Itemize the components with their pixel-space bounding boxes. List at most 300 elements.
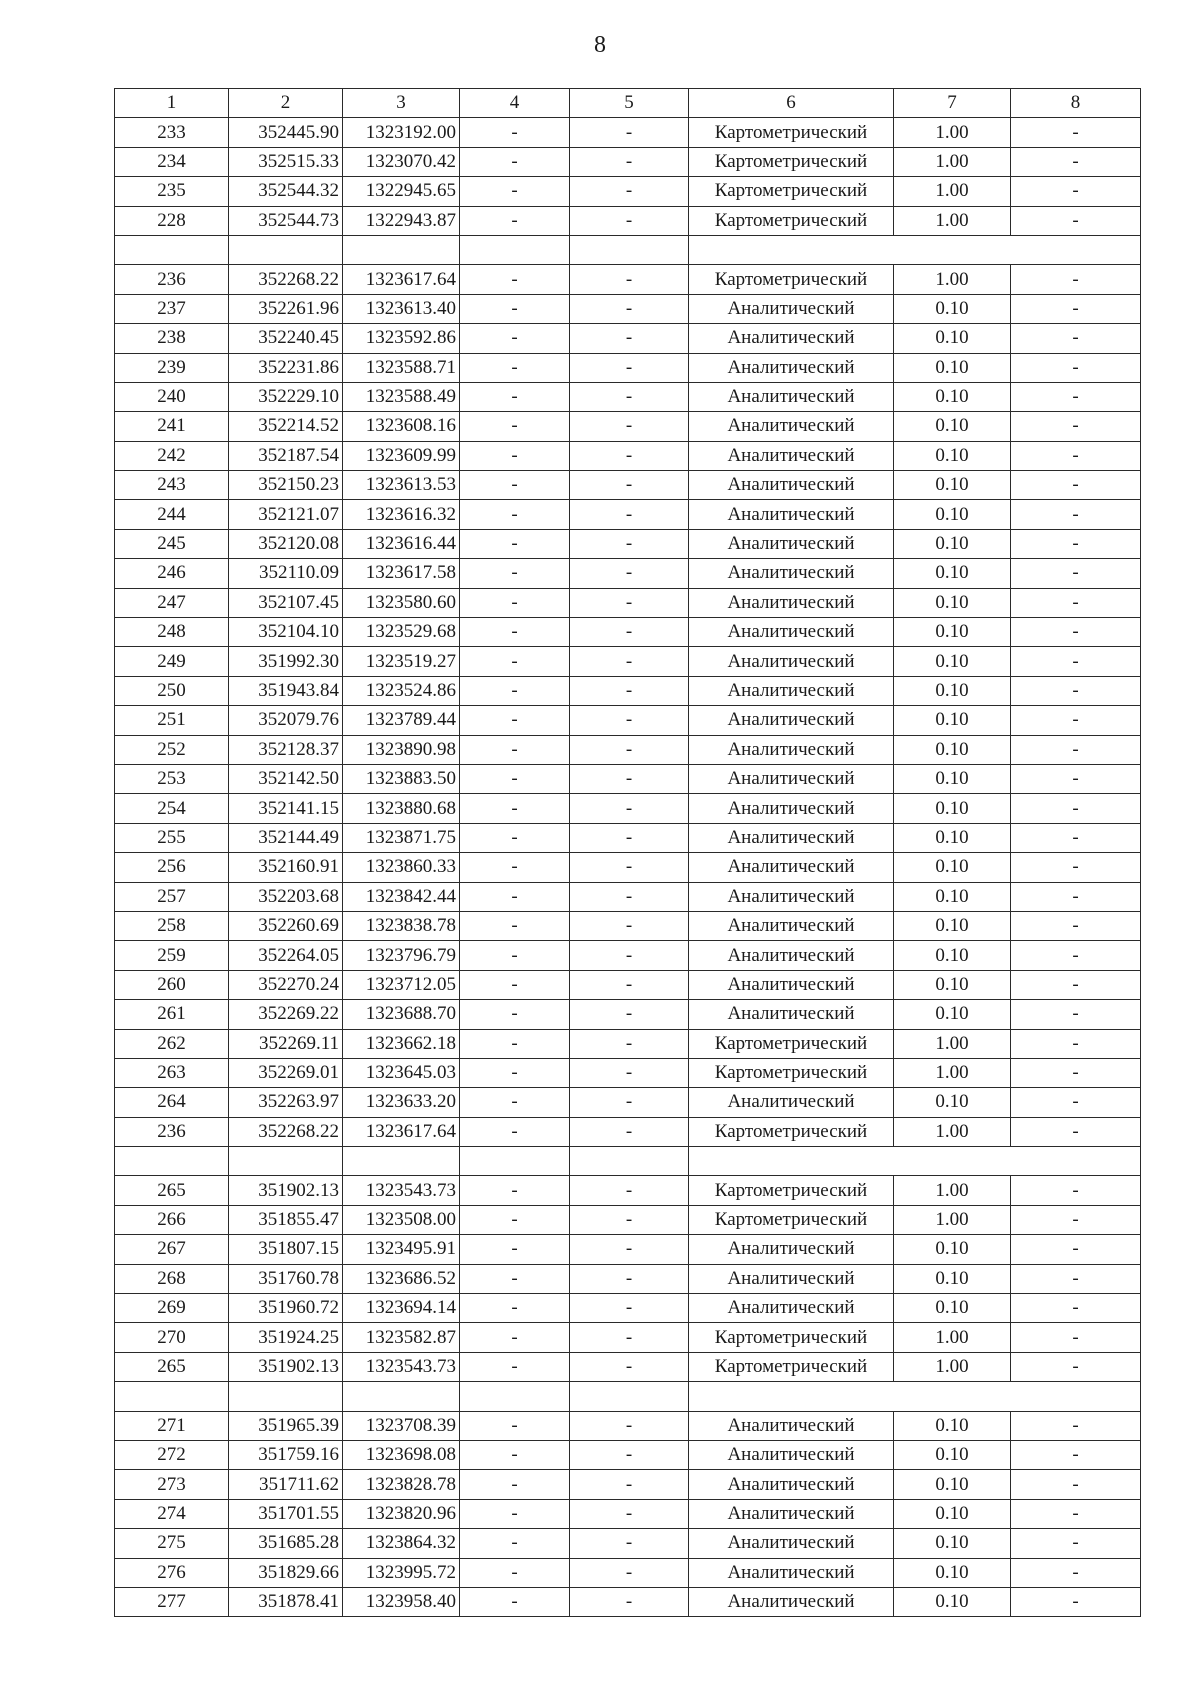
x-coordinate-cell: 352269.11 <box>229 1029 343 1058</box>
method-cell: Аналитический <box>689 353 894 382</box>
column-8-cell: - <box>1011 1088 1141 1117</box>
method-cell: Аналитический <box>689 1499 894 1528</box>
column-8-cell: - <box>1011 118 1141 147</box>
x-coordinate-cell: 352240.45 <box>229 324 343 353</box>
point-number-cell: 235 <box>115 177 229 206</box>
method-cell: Картометрический <box>689 1205 894 1234</box>
x-coordinate-cell: 352268.22 <box>229 1117 343 1146</box>
column-header: 3 <box>343 89 460 118</box>
column-5-cell: - <box>570 1411 689 1440</box>
column-8-cell: - <box>1011 1058 1141 1087</box>
x-coordinate-cell: 351965.39 <box>229 1411 343 1440</box>
table-row <box>115 706 1141 735</box>
point-number-cell: 247 <box>115 588 229 617</box>
column-5-cell: - <box>570 618 689 647</box>
column-5-cell: - <box>570 1352 689 1381</box>
x-coordinate-cell: 351685.28 <box>229 1529 343 1558</box>
column-5-cell: - <box>570 1117 689 1146</box>
point-number-cell: 259 <box>115 941 229 970</box>
accuracy-cell: 0.10 <box>894 382 1011 411</box>
point-number-cell: 243 <box>115 471 229 500</box>
column-8-cell: - <box>1011 559 1141 588</box>
column-5-cell: - <box>570 1323 689 1352</box>
y-coordinate-cell: 1323880.68 <box>343 794 460 823</box>
column-8-cell: - <box>1011 794 1141 823</box>
column-5-cell: - <box>570 853 689 882</box>
point-number-cell: 275 <box>115 1529 229 1558</box>
column-8-cell: - <box>1011 1235 1141 1264</box>
column-5-cell: - <box>570 118 689 147</box>
x-coordinate-cell: 352229.10 <box>229 382 343 411</box>
accuracy-cell: 0.10 <box>894 588 1011 617</box>
gap-cell <box>115 1147 229 1176</box>
table-row <box>115 1440 1141 1469</box>
x-coordinate-cell: 351878.41 <box>229 1587 343 1616</box>
column-4-cell: - <box>460 294 570 323</box>
method-cell: Аналитический <box>689 941 894 970</box>
method-cell: Картометрический <box>689 1058 894 1087</box>
point-number-cell: 276 <box>115 1558 229 1587</box>
gap-cell <box>229 235 343 264</box>
y-coordinate-cell: 1323543.73 <box>343 1352 460 1381</box>
column-header: 2 <box>229 89 343 118</box>
y-coordinate-cell: 1323820.96 <box>343 1499 460 1528</box>
column-4-cell: - <box>460 265 570 294</box>
y-coordinate-cell: 1323609.99 <box>343 441 460 470</box>
column-5-cell: - <box>570 1205 689 1234</box>
column-5-cell: - <box>570 265 689 294</box>
y-coordinate-cell: 1323508.00 <box>343 1205 460 1234</box>
point-number-cell: 254 <box>115 794 229 823</box>
table-row <box>115 1499 1141 1528</box>
table-row <box>115 382 1141 411</box>
method-cell: Картометрический <box>689 147 894 176</box>
column-5-cell: - <box>570 1587 689 1616</box>
method-cell: Аналитический <box>689 676 894 705</box>
x-coordinate-cell: 352544.32 <box>229 177 343 206</box>
y-coordinate-cell: 1323617.58 <box>343 559 460 588</box>
point-number-cell: 245 <box>115 529 229 558</box>
accuracy-cell: 1.00 <box>894 1352 1011 1381</box>
column-4-cell: - <box>460 1558 570 1587</box>
y-coordinate-cell: 1323686.52 <box>343 1264 460 1293</box>
x-coordinate-cell: 351943.84 <box>229 676 343 705</box>
table-row <box>115 1470 1141 1499</box>
y-coordinate-cell: 1323543.73 <box>343 1176 460 1205</box>
accuracy-cell: 0.10 <box>894 412 1011 441</box>
point-number-cell: 271 <box>115 1411 229 1440</box>
coordinates-table <box>114 88 1141 1617</box>
column-4-cell: - <box>460 1264 570 1293</box>
table-row <box>115 177 1141 206</box>
point-number-cell: 255 <box>115 823 229 852</box>
column-8-cell: - <box>1011 676 1141 705</box>
accuracy-cell: 1.00 <box>894 1117 1011 1146</box>
method-cell: Аналитический <box>689 1235 894 1264</box>
point-number-cell: 264 <box>115 1088 229 1117</box>
column-5-cell: - <box>570 735 689 764</box>
column-4-cell: - <box>460 735 570 764</box>
method-cell: Картометрический <box>689 1117 894 1146</box>
column-8-cell: - <box>1011 177 1141 206</box>
table-row <box>115 412 1141 441</box>
y-coordinate-cell: 1323796.79 <box>343 941 460 970</box>
column-8-cell: - <box>1011 265 1141 294</box>
column-5-cell: - <box>570 177 689 206</box>
column-5-cell: - <box>570 441 689 470</box>
accuracy-cell: 0.10 <box>894 529 1011 558</box>
column-4-cell: - <box>460 1088 570 1117</box>
point-number-cell: 233 <box>115 118 229 147</box>
y-coordinate-cell: 1323582.87 <box>343 1323 460 1352</box>
gap-cell <box>343 1147 460 1176</box>
x-coordinate-cell: 352104.10 <box>229 618 343 647</box>
table-row <box>115 118 1141 147</box>
point-number-cell: 249 <box>115 647 229 676</box>
y-coordinate-cell: 1323529.68 <box>343 618 460 647</box>
column-8-cell: - <box>1011 911 1141 940</box>
y-coordinate-cell: 1323192.00 <box>343 118 460 147</box>
x-coordinate-cell: 351902.13 <box>229 1176 343 1205</box>
column-4-cell: - <box>460 1000 570 1029</box>
y-coordinate-cell: 1323592.86 <box>343 324 460 353</box>
point-number-cell: 240 <box>115 382 229 411</box>
gap-cell <box>570 235 689 264</box>
method-cell: Аналитический <box>689 1529 894 1558</box>
accuracy-cell: 0.10 <box>894 970 1011 999</box>
gap-cell <box>460 1382 570 1411</box>
point-number-cell: 274 <box>115 1499 229 1528</box>
column-8-cell: - <box>1011 823 1141 852</box>
method-cell: Картометрический <box>689 177 894 206</box>
column-4-cell: - <box>460 1029 570 1058</box>
point-number-cell: 266 <box>115 1205 229 1234</box>
column-8-cell: - <box>1011 970 1141 999</box>
column-8-cell: - <box>1011 1117 1141 1146</box>
y-coordinate-cell: 1323958.40 <box>343 1587 460 1616</box>
column-5-cell: - <box>570 294 689 323</box>
accuracy-cell: 0.10 <box>894 1470 1011 1499</box>
x-coordinate-cell: 351902.13 <box>229 1352 343 1381</box>
column-5-cell: - <box>570 1440 689 1469</box>
point-number-cell: 261 <box>115 1000 229 1029</box>
point-number-cell: 228 <box>115 206 229 235</box>
accuracy-cell: 1.00 <box>894 1029 1011 1058</box>
table-row <box>115 1294 1141 1323</box>
point-number-cell: 267 <box>115 1235 229 1264</box>
point-number-cell: 244 <box>115 500 229 529</box>
accuracy-cell: 0.10 <box>894 1587 1011 1616</box>
x-coordinate-cell: 352268.22 <box>229 265 343 294</box>
y-coordinate-cell: 1323588.49 <box>343 382 460 411</box>
y-coordinate-cell: 1323616.44 <box>343 529 460 558</box>
point-number-cell: 236 <box>115 265 229 294</box>
column-5-cell: - <box>570 353 689 382</box>
gap-cell <box>570 1382 689 1411</box>
point-number-cell: 253 <box>115 764 229 793</box>
x-coordinate-cell: 352079.76 <box>229 706 343 735</box>
y-coordinate-cell: 1323613.53 <box>343 471 460 500</box>
accuracy-cell: 1.00 <box>894 1176 1011 1205</box>
x-coordinate-cell: 351992.30 <box>229 647 343 676</box>
y-coordinate-cell: 1323495.91 <box>343 1235 460 1264</box>
column-5-cell: - <box>570 764 689 793</box>
y-coordinate-cell: 1323616.32 <box>343 500 460 529</box>
separator-row <box>115 235 1141 264</box>
method-cell: Аналитический <box>689 1264 894 1293</box>
column-4-cell: - <box>460 1470 570 1499</box>
column-8-cell: - <box>1011 764 1141 793</box>
x-coordinate-cell: 352203.68 <box>229 882 343 911</box>
table-row <box>115 911 1141 940</box>
column-8-cell: - <box>1011 353 1141 382</box>
column-4-cell: - <box>460 1440 570 1469</box>
accuracy-cell: 0.10 <box>894 853 1011 882</box>
gap-cell <box>229 1382 343 1411</box>
accuracy-cell: 0.10 <box>894 1264 1011 1293</box>
column-4-cell: - <box>460 1294 570 1323</box>
accuracy-cell: 0.10 <box>894 1000 1011 1029</box>
column-5-cell: - <box>570 471 689 500</box>
column-4-cell: - <box>460 970 570 999</box>
column-8-cell: - <box>1011 853 1141 882</box>
column-8-cell: - <box>1011 706 1141 735</box>
y-coordinate-cell: 1323580.60 <box>343 588 460 617</box>
table-row <box>115 1264 1141 1293</box>
x-coordinate-cell: 352269.22 <box>229 1000 343 1029</box>
column-4-cell: - <box>460 1499 570 1528</box>
table-row <box>115 970 1141 999</box>
column-5-cell: - <box>570 794 689 823</box>
method-cell: Аналитический <box>689 1587 894 1616</box>
accuracy-cell: 0.10 <box>894 324 1011 353</box>
gap-cell <box>460 235 570 264</box>
column-header: 1 <box>115 89 229 118</box>
accuracy-cell: 1.00 <box>894 1323 1011 1352</box>
column-5-cell: - <box>570 706 689 735</box>
column-5-cell: - <box>570 1558 689 1587</box>
y-coordinate-cell: 1323860.33 <box>343 853 460 882</box>
column-5-cell: - <box>570 882 689 911</box>
accuracy-cell: 0.10 <box>894 353 1011 382</box>
column-4-cell: - <box>460 764 570 793</box>
gap-cell <box>343 235 460 264</box>
column-8-cell: - <box>1011 735 1141 764</box>
method-cell: Аналитический <box>689 588 894 617</box>
column-5-cell: - <box>570 1029 689 1058</box>
accuracy-cell: 0.10 <box>894 441 1011 470</box>
y-coordinate-cell: 1323617.64 <box>343 1117 460 1146</box>
point-number-cell: 246 <box>115 559 229 588</box>
y-coordinate-cell: 1323633.20 <box>343 1088 460 1117</box>
column-5-cell: - <box>570 970 689 999</box>
page-number: 8 <box>594 32 606 58</box>
accuracy-cell: 0.10 <box>894 794 1011 823</box>
column-header: 8 <box>1011 89 1141 118</box>
column-8-cell: - <box>1011 1205 1141 1234</box>
accuracy-cell: 0.10 <box>894 1088 1011 1117</box>
accuracy-cell: 1.00 <box>894 1058 1011 1087</box>
table-row <box>115 1117 1141 1146</box>
column-5-cell: - <box>570 1470 689 1499</box>
x-coordinate-cell: 352260.69 <box>229 911 343 940</box>
method-cell: Аналитический <box>689 911 894 940</box>
accuracy-cell: 1.00 <box>894 118 1011 147</box>
table-row <box>115 1205 1141 1234</box>
table-row <box>115 1411 1141 1440</box>
x-coordinate-cell: 351701.55 <box>229 1499 343 1528</box>
table-row <box>115 294 1141 323</box>
column-5-cell: - <box>570 529 689 558</box>
x-coordinate-cell: 352263.97 <box>229 1088 343 1117</box>
method-cell: Аналитический <box>689 882 894 911</box>
column-4-cell: - <box>460 1411 570 1440</box>
method-cell: Аналитический <box>689 823 894 852</box>
y-coordinate-cell: 1323871.75 <box>343 823 460 852</box>
column-8-cell: - <box>1011 647 1141 676</box>
accuracy-cell: 1.00 <box>894 1205 1011 1234</box>
table-row <box>115 823 1141 852</box>
x-coordinate-cell: 352231.86 <box>229 353 343 382</box>
column-4-cell: - <box>460 559 570 588</box>
y-coordinate-cell: 1323712.05 <box>343 970 460 999</box>
column-4-cell: - <box>460 823 570 852</box>
y-coordinate-cell: 1323524.86 <box>343 676 460 705</box>
method-cell: Аналитический <box>689 1000 894 1029</box>
y-coordinate-cell: 1323588.71 <box>343 353 460 382</box>
y-coordinate-cell: 1323890.98 <box>343 735 460 764</box>
table-row <box>115 882 1141 911</box>
column-5-cell: - <box>570 911 689 940</box>
column-5-cell: - <box>570 1499 689 1528</box>
column-8-cell: - <box>1011 382 1141 411</box>
column-5-cell: - <box>570 941 689 970</box>
table-row <box>115 764 1141 793</box>
y-coordinate-cell: 1323995.72 <box>343 1558 460 1587</box>
point-number-cell: 265 <box>115 1176 229 1205</box>
table-row <box>115 1529 1141 1558</box>
table-body <box>115 118 1141 1617</box>
table-row <box>115 529 1141 558</box>
gap-cell <box>689 1147 1141 1176</box>
column-4-cell: - <box>460 1205 570 1234</box>
header-row <box>115 89 1141 118</box>
x-coordinate-cell: 351711.62 <box>229 1470 343 1499</box>
column-4-cell: - <box>460 324 570 353</box>
method-cell: Аналитический <box>689 441 894 470</box>
column-4-cell: - <box>460 471 570 500</box>
method-cell: Аналитический <box>689 1440 894 1469</box>
column-5-cell: - <box>570 206 689 235</box>
point-number-cell: 265 <box>115 1352 229 1381</box>
accuracy-cell: 0.10 <box>894 294 1011 323</box>
x-coordinate-cell: 352141.15 <box>229 794 343 823</box>
accuracy-cell: 1.00 <box>894 265 1011 294</box>
point-number-cell: 272 <box>115 1440 229 1469</box>
method-cell: Картометрический <box>689 1176 894 1205</box>
column-5-cell: - <box>570 676 689 705</box>
x-coordinate-cell: 351855.47 <box>229 1205 343 1234</box>
y-coordinate-cell: 1323708.39 <box>343 1411 460 1440</box>
accuracy-cell: 0.10 <box>894 618 1011 647</box>
accuracy-cell: 0.10 <box>894 1529 1011 1558</box>
column-4-cell: - <box>460 794 570 823</box>
column-5-cell: - <box>570 1088 689 1117</box>
column-5-cell: - <box>570 823 689 852</box>
accuracy-cell: 0.10 <box>894 735 1011 764</box>
point-number-cell: 258 <box>115 911 229 940</box>
column-5-cell: - <box>570 324 689 353</box>
accuracy-cell: 0.10 <box>894 647 1011 676</box>
point-number-cell: 236 <box>115 1117 229 1146</box>
method-cell: Аналитический <box>689 500 894 529</box>
point-number-cell: 277 <box>115 1587 229 1616</box>
column-8-cell: - <box>1011 294 1141 323</box>
column-4-cell: - <box>460 941 570 970</box>
y-coordinate-cell: 1323688.70 <box>343 1000 460 1029</box>
point-number-cell: 256 <box>115 853 229 882</box>
column-5-cell: - <box>570 382 689 411</box>
method-cell: Картометрический <box>689 206 894 235</box>
column-4-cell: - <box>460 1587 570 1616</box>
column-4-cell: - <box>460 1529 570 1558</box>
column-5-cell: - <box>570 1529 689 1558</box>
column-4-cell: - <box>460 706 570 735</box>
column-8-cell: - <box>1011 1352 1141 1381</box>
table-row <box>115 1029 1141 1058</box>
table-row <box>115 1088 1141 1117</box>
x-coordinate-cell: 351760.78 <box>229 1264 343 1293</box>
column-header: 4 <box>460 89 570 118</box>
column-4-cell: - <box>460 1058 570 1087</box>
method-cell: Аналитический <box>689 1294 894 1323</box>
y-coordinate-cell: 1323662.18 <box>343 1029 460 1058</box>
y-coordinate-cell: 1323842.44 <box>343 882 460 911</box>
table-row <box>115 353 1141 382</box>
gap-cell <box>229 1147 343 1176</box>
table-row <box>115 500 1141 529</box>
accuracy-cell: 1.00 <box>894 206 1011 235</box>
y-coordinate-cell: 1323608.16 <box>343 412 460 441</box>
method-cell: Аналитический <box>689 1470 894 1499</box>
x-coordinate-cell: 352142.50 <box>229 764 343 793</box>
table-row <box>115 676 1141 705</box>
point-number-cell: 263 <box>115 1058 229 1087</box>
y-coordinate-cell: 1323883.50 <box>343 764 460 793</box>
method-cell: Аналитический <box>689 471 894 500</box>
separator-row <box>115 1382 1141 1411</box>
column-8-cell: - <box>1011 412 1141 441</box>
table-row <box>115 147 1141 176</box>
accuracy-cell: 0.10 <box>894 1294 1011 1323</box>
table-row <box>115 1176 1141 1205</box>
column-8-cell: - <box>1011 1000 1141 1029</box>
column-8-cell: - <box>1011 324 1141 353</box>
column-8-cell: - <box>1011 441 1141 470</box>
accuracy-cell: 0.10 <box>894 941 1011 970</box>
method-cell: Аналитический <box>689 412 894 441</box>
accuracy-cell: 0.10 <box>894 911 1011 940</box>
accuracy-cell: 0.10 <box>894 500 1011 529</box>
table-row <box>115 794 1141 823</box>
column-8-cell: - <box>1011 1587 1141 1616</box>
x-coordinate-cell: 352264.05 <box>229 941 343 970</box>
y-coordinate-cell: 1323838.78 <box>343 911 460 940</box>
column-4-cell: - <box>460 1235 570 1264</box>
x-coordinate-cell: 352128.37 <box>229 735 343 764</box>
accuracy-cell: 0.10 <box>894 882 1011 911</box>
method-cell: Картометрический <box>689 265 894 294</box>
